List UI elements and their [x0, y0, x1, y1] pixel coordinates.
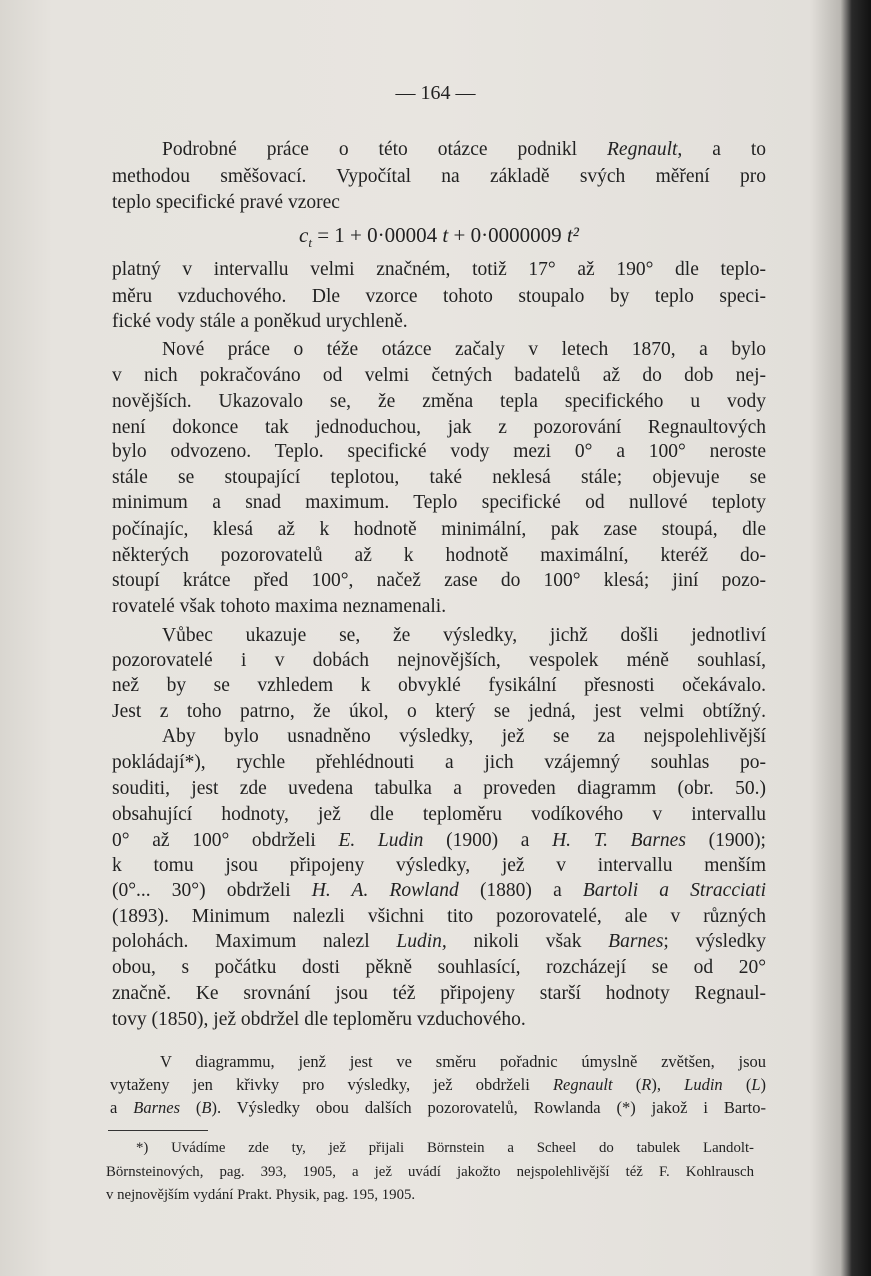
- text-segment: bylo odvozeno. Teplo. specifické vody mezi 0° a 100° neroste: [112, 441, 766, 462]
- text-line: [112, 543, 766, 569]
- footnote-line: [106, 1138, 754, 1158]
- italic-text: t²: [566, 223, 579, 247]
- text-segment: ). Výsledky obou dalších pozorovatelů, Rowlanda (*) jakož i Barto-: [211, 1098, 766, 1117]
- text-segment: souditi, jest zde uvedena tabulka a proveden diagramm (obr. 50.): [112, 778, 766, 799]
- italic-text: Regnault: [552, 1075, 613, 1094]
- text-segment: (: [612, 1075, 642, 1094]
- text-line: [112, 190, 766, 216]
- text-segment: Aby bylo usnadněno výsledky, jež se za nejspolehlivější: [162, 726, 766, 747]
- text-segment: než by se vzhledem k obvyklé fysikální přesnosti očekávalo.: [112, 675, 766, 696]
- text-line: [112, 415, 766, 441]
- italic-text: Ludin: [684, 1075, 723, 1094]
- footnote-line: [106, 1185, 754, 1205]
- text-line: [112, 981, 766, 1007]
- text-segment: teplo specifické pravé vzorec: [112, 192, 340, 213]
- italic-text: Ludin,: [396, 931, 447, 952]
- text-segment: Börnsteinových, pag. 393, 1905, a jež uvádí jakožto nejspolehlivější též F. Kohlrausch: [106, 1164, 754, 1180]
- text-segment: novějších. Ukazovalo se, že změna tepla specifického u vody: [112, 391, 766, 412]
- text-segment: měru vzduchového. Dle vzorce tohoto stoupalo by teplo speci-: [112, 286, 766, 307]
- text-segment: *) Uvádíme zde ty, jež přijali Börnstein a Scheel do tabulek Landolt-: [136, 1140, 754, 1156]
- italic-text: H. T. Barnes: [552, 830, 686, 851]
- italic-text: Barnes: [608, 931, 664, 952]
- text-segment: vytaženy jen křivky pro výsledky, jež obdrželi: [110, 1075, 553, 1094]
- text-line: [112, 309, 766, 335]
- text-line: [112, 929, 766, 955]
- text-segment: minimum a snad maximum. Teplo specifické od nullové teploty: [112, 492, 766, 513]
- text-segment: ): [760, 1075, 767, 1094]
- text-line: [112, 490, 766, 516]
- text-line: [112, 673, 766, 699]
- text-line: [112, 439, 766, 465]
- text-segment: 0° až 100° obdrželi: [112, 830, 339, 851]
- footnote-divider: [108, 1130, 208, 1131]
- page-number: — 164 —: [395, 82, 476, 104]
- text-segment: ),: [651, 1075, 685, 1094]
- italic-text: Bartoli a Stracciati: [582, 880, 766, 901]
- text-line: [112, 465, 766, 491]
- formula: [112, 222, 766, 251]
- text-segment: ; výsledky: [663, 931, 766, 952]
- text-segment: rovatelé však tohoto maxima neznamenali.: [112, 596, 447, 617]
- text-line: [112, 517, 766, 543]
- text-line: [112, 257, 766, 283]
- text-line: [112, 137, 766, 163]
- text-segment: (1900) a: [423, 830, 553, 851]
- text-segment: některých pozorovatelů až k hodnotě maximální, kteréž do-: [112, 545, 766, 566]
- text-segment: počínajíc, klesá až k hodnotě minimální, pak zase stoupá, dle: [112, 519, 766, 540]
- text-segment: Podrobné práce o této otázce podnikl: [162, 139, 607, 160]
- text-line: [112, 853, 766, 879]
- text-segment: Jest z toho patrno, že úkol, o který se jedná, jest velmi obtížný.: [112, 701, 766, 722]
- text-segment: pozorovatelé i v dobách nejnovějších, vespolek méně souhlasí,: [112, 650, 766, 671]
- text-segment: + 0·0000009: [448, 223, 567, 247]
- text-line: [112, 594, 766, 620]
- text-segment: platný v intervallu velmi značném, totiž 17° až 190° dle teplo-: [112, 259, 766, 280]
- text-segment: Nové práce o téže otázce začaly v letech 1870, a bylo: [162, 339, 766, 360]
- text-segment: obsahující hodnoty, jež dle teploměru vodíkového v intervallu: [112, 804, 766, 825]
- text-line: [112, 828, 766, 854]
- text-segment: stále se stoupající teplotou, také neklesá stále; objevuje se: [112, 467, 766, 488]
- italic-text: B: [201, 1098, 212, 1117]
- text-segment: (: [180, 1098, 202, 1117]
- text-segment: (0°... 30°) obdrželi: [112, 880, 312, 901]
- italic-text: H. A. Rowland: [311, 880, 459, 901]
- text-line: [112, 648, 766, 674]
- text-segment: V diagrammu, jenž jest ve směru pořadnic úmyslně zvětšen, jsou: [160, 1052, 766, 1071]
- text-segment: není dokonce tak jednoduchou, jak z pozorování Regnaultových: [112, 417, 766, 438]
- text-line: [112, 164, 766, 190]
- text-segment: v nejnovějším vydání Prakt. Physik, pag. 195, 1905.: [106, 1187, 416, 1203]
- italic-text: t: [442, 223, 449, 247]
- text-segment: fické vody stále a poněkud urychleně.: [112, 311, 408, 332]
- text-line: [112, 750, 766, 776]
- text-line: [112, 699, 766, 725]
- italic-text: t: [308, 235, 312, 251]
- italic-text: R: [641, 1075, 652, 1094]
- text-segment: = 1 + 0·00004: [311, 223, 443, 247]
- text-line: [112, 776, 766, 802]
- text-segment: polohách. Maximum nalezl: [112, 931, 397, 952]
- text-segment: tovy (1850), jež obdržel dle teploměru vzduchového.: [112, 1009, 526, 1030]
- text-segment: (1893). Minimum nalezli všichni tito pozorovatelé, ale v různých: [112, 906, 766, 927]
- text-segment: (1900);: [685, 830, 766, 851]
- text-line: [112, 284, 766, 310]
- text-line: [112, 389, 766, 415]
- text-segment: a: [110, 1098, 134, 1117]
- caption-note-line: [110, 1051, 766, 1073]
- italic-text: Barnes: [133, 1098, 180, 1117]
- italic-text: c: [299, 223, 309, 247]
- text-segment: Vůbec ukazuje se, že výsledky, jichž došli jednotliví: [162, 625, 766, 646]
- text-segment: k tomu jsou připojeny výsledky, jež v intervallu menším: [112, 855, 766, 876]
- text-line: [112, 724, 766, 750]
- footnote-line: [106, 1162, 754, 1182]
- caption-note-line: [110, 1097, 766, 1119]
- text-line: [112, 878, 766, 904]
- italic-text: E. Ludin: [338, 830, 424, 851]
- text-segment: (1880) a: [458, 880, 583, 901]
- text-segment: , a to: [677, 139, 766, 160]
- text-line: [112, 568, 766, 594]
- italic-text: L: [751, 1075, 761, 1094]
- italic-text: Regnault: [607, 139, 678, 160]
- text-line: [112, 623, 766, 649]
- text-segment: nikoli však: [446, 931, 609, 952]
- text-segment: (: [722, 1075, 752, 1094]
- text-line: [112, 337, 766, 363]
- text-segment: v nich pokračováno od velmi četných badatelů až do dob nej-: [112, 365, 766, 386]
- text-line: [112, 904, 766, 930]
- text-segment: pokládají*), rychle přehlédnouti a jich vzájemný souhlas po-: [112, 752, 766, 773]
- text-segment: značně. Ke srovnání jsou též připojeny starší hodnoty Regnaul-: [112, 983, 766, 1004]
- text-line: [112, 802, 766, 828]
- text-line: [112, 1007, 766, 1033]
- text-segment: methodou směšovací. Vypočítal na základě svých měření pro: [112, 166, 766, 187]
- text-line: [112, 955, 766, 981]
- text-segment: obou, s počátku dosti pěkně souhlasící, rozcházejí se od 20°: [112, 957, 766, 978]
- text-segment: stoupí krátce před 100°, načež zase do 100° klesá; jiní pozo-: [112, 570, 766, 591]
- text-line: [112, 363, 766, 389]
- caption-note-line: [110, 1074, 766, 1096]
